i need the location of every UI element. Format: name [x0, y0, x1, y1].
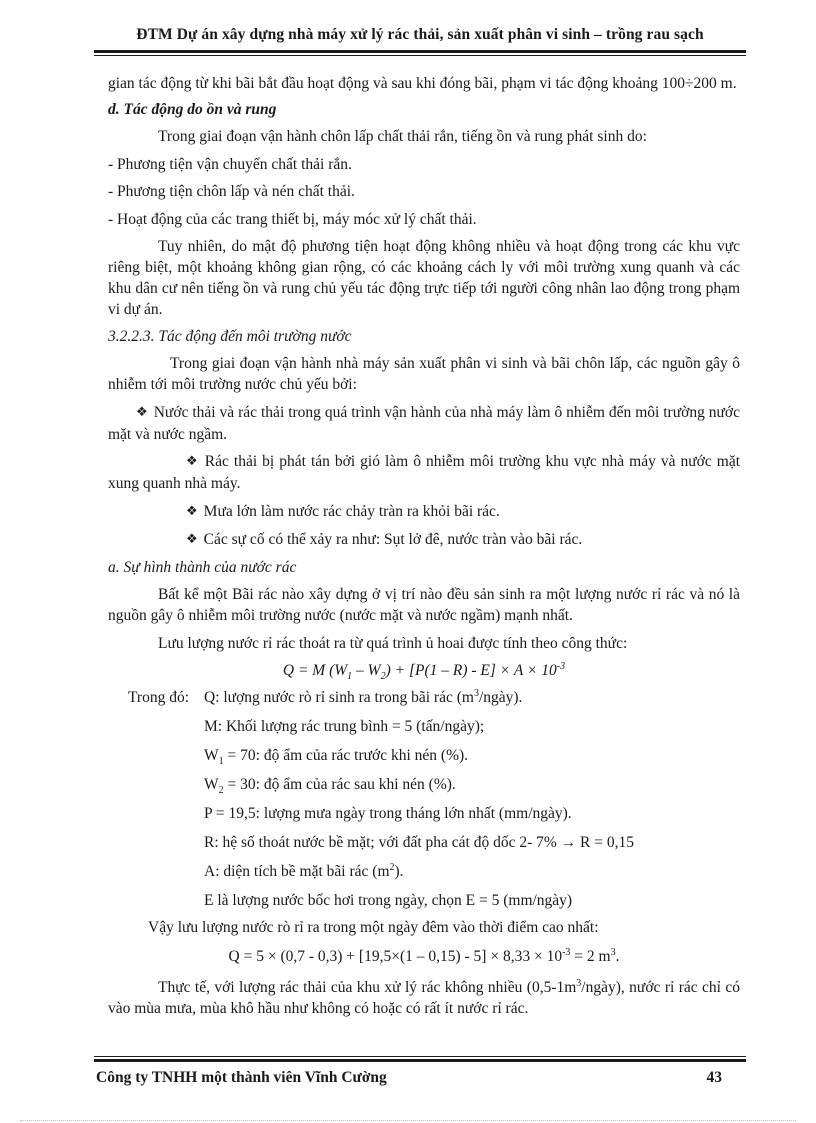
- var-r: R: hệ số thoát nước bề mặt; với đất pha cát độ dốc 2- 7% → R = 0,15: [204, 833, 634, 851]
- diamond-bullet-icon: ❖: [186, 532, 198, 547]
- paragraph-final: Thực tế, với lượng rác thải của khu xử lý rác không nhiều $(0,5-1m^3/ngày)$, nước rỉ rác chỉ có vào mùa mưa, mùa khô hầu như không có hoặc có rất ít nước rỉ rác.: [108, 977, 740, 1017]
- var-e: E là lượng nước bốc hơi trong ngày, chọn E = 5 (mm/ngày): [204, 891, 573, 909]
- paragraph-result-intro: Vậy lưu lượng nước rò rỉ ra trong một ngày đêm vào thời điểm cao nhất:: [148, 919, 599, 936]
- paragraph-leachate-1: Bất kể một Bãi rác nào xây dựng ở vị trí nào đều sản sinh ra một lượng nước rỉ rác và nó là nguồn gây ô nhiễm môi trường nước (nước mặt và nước ngầm) mạnh nhất.: [108, 586, 740, 624]
- water-item: ❖ Mưa lớn làm nước rác chảy tràn ra khỏi bãi rác.: [186, 502, 500, 520]
- footer-rule-thin: [94, 1056, 746, 1057]
- noise-item: - Phương tiện chôn lấp và nén chất thải.: [108, 183, 355, 200]
- heading-leachate: a. Sự hình thành của nước rác: [108, 559, 297, 576]
- heading-noise: d. Tác động do ồn và rung: [108, 101, 277, 118]
- water-item: ❖ Rác thải bị phát tán bởi gió làm ô nhiễm môi trường khu vực nhà máy và nước mặt xung quanh nhà máy.: [108, 453, 740, 492]
- formula: Q = M $(W_1 - W_2) + [P(1 - R) - E] \times A \times 10^{-3}$: [282, 660, 566, 682]
- var-p: P = 19,5: lượng mưa ngày trong tháng lớn nhất (mm/ngày).: [204, 804, 572, 822]
- water-item: ❖ Các sự cố có thể xảy ra như: Sụt lở đê, nước tràn vào bãi rác.: [186, 531, 583, 548]
- noise-item: - Phương tiện vận chuyển chất thải rắn.: [108, 155, 352, 173]
- paragraph-noise: Trong giai đoạn vận hành chôn lấp chất thải rắn, tiếng ồn và rung phát sinh do:: [158, 128, 647, 145]
- footer-company: Công ty TNHH một thành viên Vĩnh Cường: [96, 1069, 387, 1086]
- page-footer: [96, 1069, 722, 1087]
- paragraph-leachate-2: Lưu lượng nước rỉ rác thoát ra từ quá trình ủ hoai được tính theo công thức:: [158, 634, 628, 652]
- var-a: A: diện tích bề mặt bãi rác $(m^2)$.: [204, 861, 404, 880]
- water-item: ❖ Nước thải và rác thải trong quá trình vận hành của nhà máy làm ô nhiễm đến môi trường nước mặt và nước ngầm.: [108, 403, 740, 443]
- page-number: 43: [706, 1069, 722, 1086]
- diamond-bullet-icon: ❖: [186, 454, 199, 469]
- paragraph-water: Trong giai đoạn vận hành nhà máy sản xuất phân vi sinh và bãi chôn lấp, các nguồn gây ô nhiễm tới môi trường nước chủ yếu bởi:: [108, 355, 740, 393]
- diamond-bullet-icon: ❖: [186, 503, 198, 519]
- header-rule-thick: [94, 50, 746, 53]
- page-content: [108, 73, 740, 1019]
- where-label: Trong đó:: [128, 688, 190, 706]
- header-rule-thin: [94, 55, 746, 56]
- page-edge-divider: [20, 1120, 796, 1121]
- diamond-bullet-icon: ❖: [136, 404, 148, 420]
- variable-definitions: [108, 687, 740, 911]
- paragraph-intro: gian tác động từ khi bãi bắt đầu hoạt động và sau khi đóng bãi, phạm vi tác động khoảng 100÷200 m.: [108, 75, 737, 92]
- var-w1: $W_1 = 70$: độ ẩm của rác trước khi nén (%).: [204, 746, 469, 767]
- result-formula: $Q = 5 \times (0,7 - 0,3) + [19,5\times(1 - 0,15) - 5] \times 8,33 \times 10^{-3} = 2$ $m^3$.: [228, 946, 620, 965]
- var-w2: $W_2 = 30$: độ ẩm của rác sau khi nén (%).: [204, 775, 456, 796]
- heading-water: 3.2.2.3. Tác động đến môi trường nước: [108, 328, 352, 345]
- var-q: Q: lượng nước rò rỉ sinh ra trong bãi rác $(m^3/ngày)$.: [204, 687, 523, 706]
- var-m: M: Khối lượng rác trung bình = 5 (tấn/ngày);: [204, 717, 485, 735]
- page-header: ĐTM Dự án xây dựng nhà máy xử lý rác thải, sản xuất phân vi sinh – trồng rau sạch: [136, 26, 704, 43]
- footer-rule-thick: [94, 1059, 746, 1062]
- paragraph-noise-2: Tuy nhiên, do mật độ phương tiện hoạt động không nhiều và hoạt động trong các khu vực riêng biệt, một khoảng không gian rộng, có các khoảng cách ly với môi trường xung quanh và các khu dân cư nên tiếng ồn và rung chủ yếu tác động trực tiếp tới người công nhân lao động trong phạm vi dự án.: [108, 238, 740, 318]
- noise-item: - Hoạt động của các trang thiết bị, máy móc xử lý chất thải.: [108, 210, 477, 228]
